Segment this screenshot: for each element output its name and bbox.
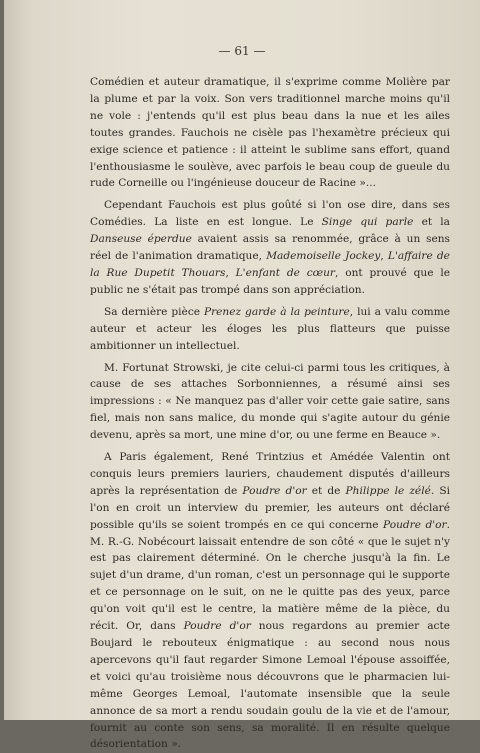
title-italic: Poudre d'or [383, 518, 447, 531]
paragraph-5 [90, 449, 450, 753]
title-italic: Singe qui parle [321, 216, 414, 229]
text-run: avaient assis sa renommée, grâce à un sens réel de l'animation dramatique, [90, 233, 450, 263]
paragraph-3 [90, 304, 450, 355]
title-italic: Danseuse éperdue [90, 233, 192, 246]
title-italic: Mademoiselle Jockey [266, 250, 381, 263]
title-italic: L'affaire de la Rue Dupetit Thouars [90, 250, 450, 279]
text-run: Comédien et auteur dramatique, il s'exprime comme Molière par la plume et par la voix. Son vers traditionnel marche moins qu'il ne vole : j'entends qu'il est plus beau dans la nue et les ailes toutes grandes. Fauchois ne cisèle pas l'hexamètre précieux qui exige science et patience : il atteint le sublime sans effort, quand l'enthousiasme le soulève, avec parfois le beau coup de gueule du rude Corneille ou l'ingénieuse douceur de Racine »... [90, 76, 450, 190]
paragraph-1 [90, 74, 450, 192]
body-text [90, 74, 450, 753]
text-run: nous regardons au premier acte Boujard le rebouteux énigmatique : au second nous nous apercevons qu'il faut regarder Simone Lemoal l'épouse assoiffée, et voici qu'au troisième nous découvrons que le pharmacien lui-même Georges Lemoal, l'automate insensible que la seule annonce de sa mort a rendu soudain goulu de la vie et de l'amour, fournit au conte son sens, sa moralité. Il en résulte quelque désorientation ». [90, 620, 450, 751]
book-page [4, 0, 480, 751]
text-run: Sa dernière pièce [104, 305, 204, 318]
text-run: et la [413, 216, 450, 229]
title-italic: Prenez garde à la peinture [203, 305, 350, 318]
page-number: — 61 — [218, 44, 266, 58]
text-run: . Si l'on en croit un interview du premier, les auteurs ont déclaré possible qu'ils se soient trompés en ce qui concerne [90, 484, 450, 531]
text-run: , [225, 266, 236, 279]
text-run: . M. R.-G. Nobécourt laissait entendre de son côté « que le sujet n'y est pas clairement déterminé. On le cherche jusqu'à la fin. Le sujet d'un drame, d'un roman, c'est un personnage qui le supporte et ce personnage on le suit, on ne le quitte pas des yeux, parce qu'on voit qu'il est le centre, la matière même de la pièce, du récit. Or, dans [90, 518, 450, 633]
text-run: Cependant Fauchois est plus goûté si l'on ose dire, dans ses Comédies. La liste en est longue. Le [90, 199, 450, 229]
text-run: , lui a valu comme auteur et acteur les éloges les plus flatteurs que puisse ambitionner un intellectuel. [90, 305, 451, 352]
text-run: M. Fortunat Strowski, je cite celui-ci parmi tous les critiques, à cause de ses attaches Sorbonniennes, a résumé ainsi ses impressions : « Ne manquez pas d'aller voir cette gaie satire, sans fiel, mais non sans malice, du monde qui s'agite autour du génie devenu, après sa mort, une mine d'or, ou une ferme en Beauce ». [90, 361, 450, 442]
title-italic: Philippe le zélé [345, 484, 431, 497]
title-italic: L'enfant de cœur [235, 266, 335, 279]
title-italic: Poudre d'or [242, 484, 307, 497]
text-run: et de [306, 484, 346, 497]
text-run: , ont prouvé que le public ne s'était pas trompé dans son appréciation. [90, 266, 450, 296]
title-italic: Poudre d'or [183, 620, 251, 633]
text-run: A Paris également, René Trintzius et Amédée Valentin ont conquis leurs premiers lauriers, chaudement disputés d'ailleurs après la représentation de [90, 451, 450, 497]
paragraph-4 [90, 360, 450, 445]
paragraph-2 [90, 197, 450, 298]
text-run: , [380, 250, 388, 263]
